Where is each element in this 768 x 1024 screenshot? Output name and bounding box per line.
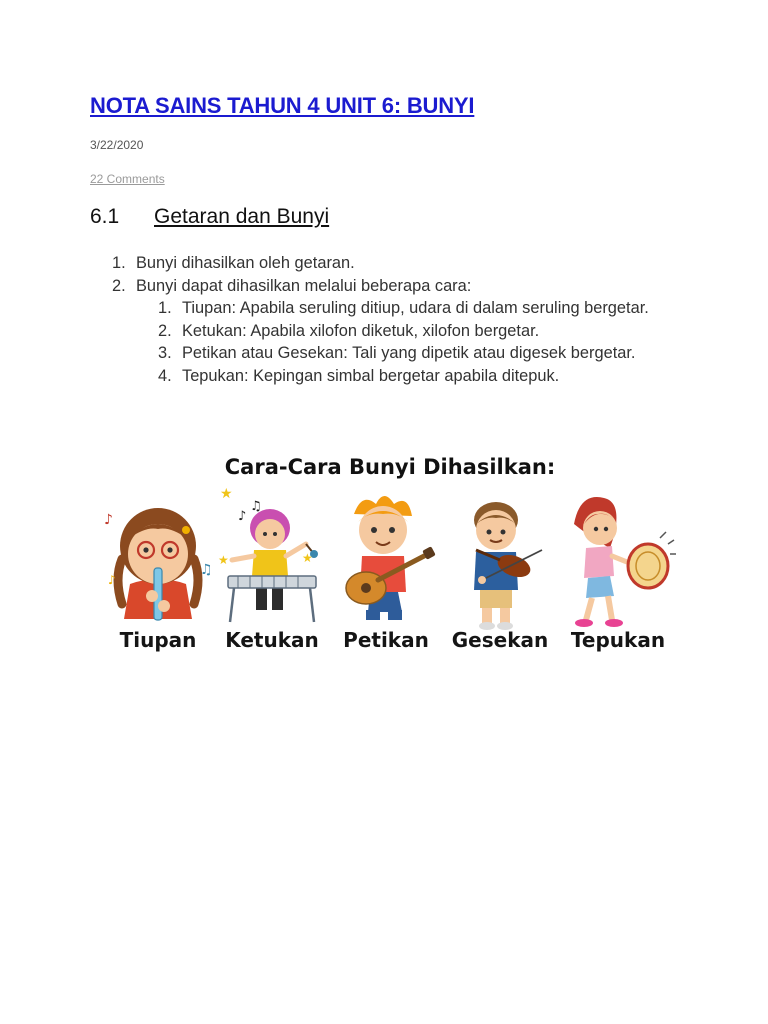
girl-playing-recorder-icon <box>100 484 216 634</box>
label-petikan: Petikan <box>343 628 429 652</box>
svg-text:★: ★ <box>220 486 233 502</box>
girl-playing-drum-icon <box>560 484 676 634</box>
label-gesekan: Gesekan <box>451 628 549 652</box>
sub-list-number: 3. <box>158 344 172 362</box>
girl-playing-xylophone-icon <box>214 484 330 634</box>
post-title-link[interactable]: NOTA SAINS TAHUN 4 UNIT 6: BUNYI <box>90 93 475 118</box>
boy-playing-guitar-icon <box>328 484 444 634</box>
sub-list-number: 2. <box>158 321 172 340</box>
sub-list-number: 4. <box>158 366 172 385</box>
post-date: 3/22/2020 <box>90 138 144 152</box>
svg-text:★: ★ <box>218 553 229 567</box>
list-number: 2. <box>112 276 126 295</box>
svg-text:★: ★ <box>302 551 313 565</box>
list-item <box>112 275 712 298</box>
svg-text:♪: ♪ <box>238 509 247 524</box>
label-ketukan: Ketukan <box>225 628 319 652</box>
sub-list-item <box>158 320 712 343</box>
sub-list-number: 1. <box>158 299 172 317</box>
list-number: 1. <box>112 254 126 272</box>
label-tepukan: Tepukan <box>570 628 666 652</box>
list-text: Bunyi dihasilkan oleh getaran. <box>136 254 355 272</box>
figure-title: Cara-Cara Bunyi Dihasilkan: <box>224 455 556 479</box>
sub-list-text: Tiupan: Apabila seruling ditiup, udara di dalam seruling bergetar. <box>182 299 649 317</box>
sub-list-text: Petikan atau Gesekan: Tali yang dipetik atau digesek bergetar. <box>182 344 636 362</box>
sound-methods-figure <box>100 450 680 660</box>
comments-link[interactable]: 22 Comments <box>90 172 165 186</box>
sub-list-text: Tepukan: Kepingan simbal bergetar apabila ditepuk. <box>182 366 560 385</box>
section-number: 6.1 <box>90 205 120 228</box>
sub-list-item <box>158 365 712 388</box>
sub-list-item <box>158 297 712 320</box>
svg-text:♪: ♪ <box>104 512 113 528</box>
section-title: Getaran dan Bunyi <box>154 205 330 228</box>
sub-list-item <box>158 342 712 365</box>
sub-list <box>112 297 712 387</box>
svg-text:♫: ♫ <box>200 562 213 578</box>
list-text: Bunyi dapat dihasilkan melalui beberapa cara: <box>136 276 472 295</box>
label-tiupan: Tiupan <box>119 628 197 652</box>
section-heading <box>90 205 329 229</box>
list-item <box>112 252 712 275</box>
boy-playing-violin-icon <box>442 484 558 634</box>
sub-list-text: Ketukan: Apabila xilofon diketuk, xilofon bergetar. <box>182 321 540 340</box>
numbered-list <box>112 252 712 387</box>
svg-text:♫: ♫ <box>250 499 262 514</box>
svg-text:♪: ♪ <box>108 573 116 587</box>
